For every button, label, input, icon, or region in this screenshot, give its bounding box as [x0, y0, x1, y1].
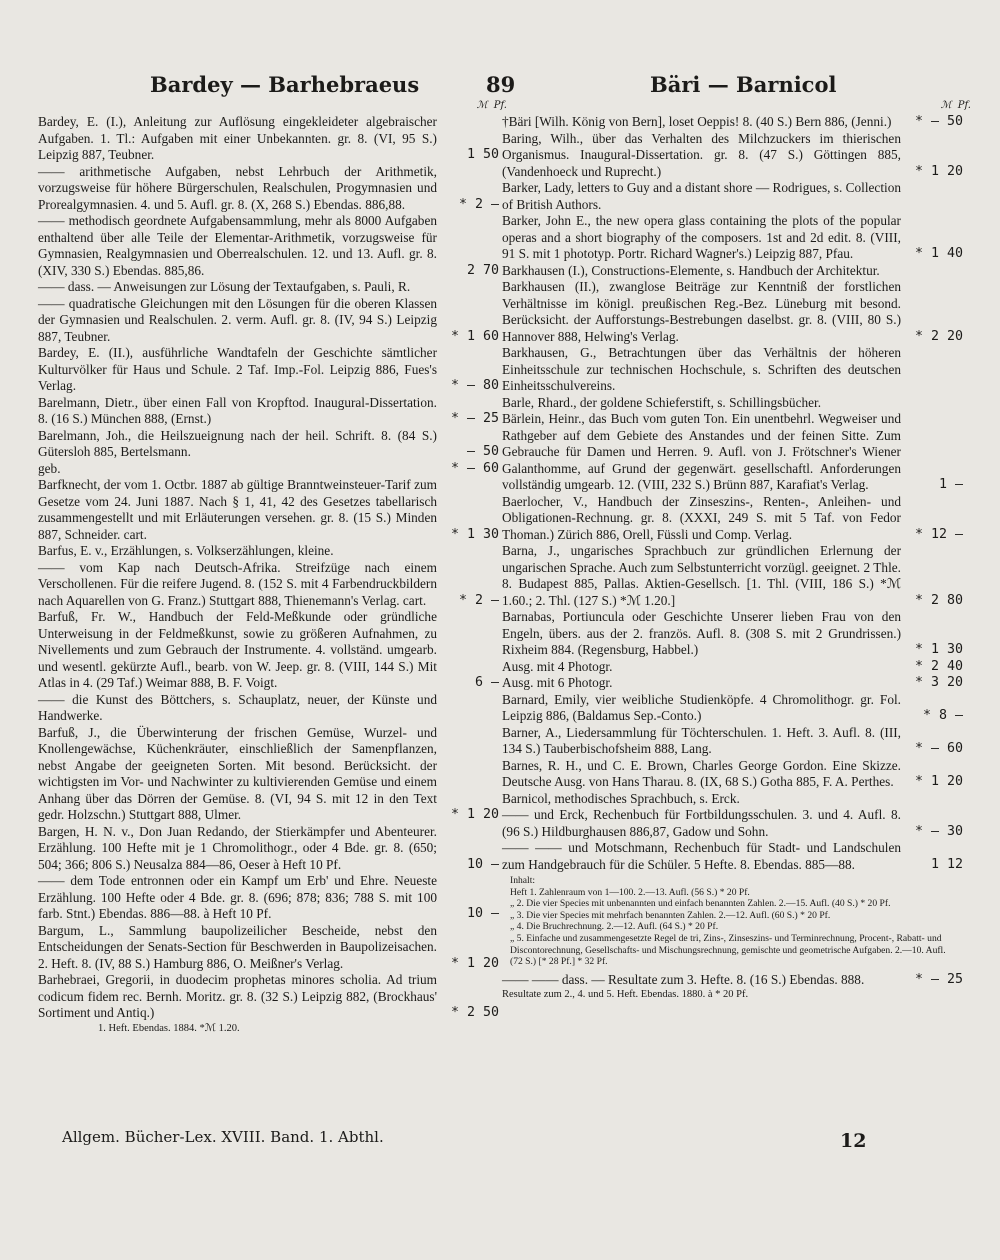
contents-list: Inhalt: Heft 1. Zahlenraum von 1—100. 2.—13. Aufl. (56 S.) * 20 Pf. „ 2. Die vier Species mit unbenannten und einfach benannten Zahlen. 2.—15. Aufl. (40 S.) * 20 Pf. „ 3. Die vier Species mit mehrfach benannten Zahlen. 2.—12. Aufl. (60 S.) * 20 Pf. „ 4. Die Bruchrechnung. 2.—12. Aufl. (64 S.) * 20 Pf. „ 5. Einfache und zusammengesetzte Regel de tri, Zins-, Zinseszins- und Terminrechnung, Procent-, Rabatt- und Discontorechnung, Gesellschafts- und Mischungsrechnung, gemischte und geometrische Aufgaben. 2.—10. Aufl. (72 S.) [* 28 Pf.] * 32 Pf.	[510, 875, 946, 968]
entry-text: geb.	[38, 460, 61, 476]
entry-text: Barhebraei, Gregorii, in duodecim prophetas minores scholia. Ad trium codicum fidem rec. Bernh. Moritz. gr. 8. (32 S.) Leipzig 882, (Brockhaus' Sortiment und Antiq.)	[38, 972, 437, 1020]
entry-text: Barker, John E., the new opera glass containing the plots of the popular operas and a short biography of the composers. 1st and 2d edit. 8. (VIII, 91 S. mit 1 phototyp. Portr. Richard Wagner's.) Leipzig 887, Pfau.	[502, 213, 901, 261]
entry-price: * 1 20	[914, 163, 963, 179]
entry-price: 2 70	[466, 262, 499, 278]
bibliography-entry	[502, 757, 963, 791]
entry-text: Barkhausen (II.), zwanglose Beiträge zur Kenntniß der forstlichen Verhältnisse im königl. preußischen Reg.-Bez. Lüneburg mit besond. Berücksicht. der Aufforstungs-Bestrebungen daselbst. gr. 8. (VIII, 80 S.) Hannover 888, Helwing's Verlag.	[502, 279, 901, 344]
entry-price: * 1 20	[914, 774, 963, 789]
bibliography-entry	[38, 922, 499, 973]
bibliography-entry	[38, 345, 499, 395]
bibliography-entry	[38, 823, 499, 874]
entry-text: Ausg. mit 6 Photogr.	[502, 675, 613, 690]
bibliography-entry	[38, 460, 499, 478]
bibliography-entry	[38, 873, 499, 923]
left-footnote: 1. Heft. Ebendas. 1884. *ℳ 1.20.	[98, 1022, 240, 1034]
entry-price: * — 30	[914, 823, 963, 839]
bibliography-entry	[502, 791, 957, 808]
entry-price: * 1 30	[450, 526, 499, 542]
entry-text: —— quadratische Gleichungen mit den Lösungen für die oberen Klassen der Gymnasien und Realschulen. 2. verm. Aufl. gr. 8. (IV, 94 S.) Leipzig 887, Teubner.	[38, 295, 437, 344]
entry-text: †Bäri [Wilh. König von Bern], loset Oeppis! 8. (40 S.) Bern 886, (Jenni.)	[502, 114, 892, 129]
entry-price: 10 —	[466, 906, 499, 921]
running-head-right: Bäri — Barnicol	[650, 72, 837, 97]
bibliography-entry	[502, 543, 963, 609]
entry-price: * 12 —	[914, 526, 963, 542]
bibliography-entry	[502, 691, 963, 725]
bibliography-entry	[502, 971, 963, 989]
bibliography-entry	[38, 394, 499, 428]
right-entries	[502, 114, 963, 873]
bibliography-entry	[502, 807, 963, 840]
bibliography-entry	[502, 213, 963, 263]
entry-text: Barfknecht, der vom 1. Octbr. 1887 ab gültige Branntweinsteuer-Tarif zum Gesetze vom 24. Juni 1887. Nach § 1, 41, 42 des Gesetzes tabellarisch zusammengestellt und mit Erläuterungen versehen. gr. 8. (15 S.) Minden 887, Schneider. cart.	[38, 477, 437, 542]
bibliography-entry	[38, 724, 499, 824]
entry-text: Barker, Lady, letters to Guy and a distant shore — Rodrigues, s. Collection of British Authors.	[502, 180, 901, 212]
bibliography-entry	[38, 295, 499, 346]
entry-price: * 2 20	[914, 328, 963, 344]
bibliography-entry	[502, 114, 963, 131]
entry-price: * 2 50	[450, 1005, 499, 1020]
entry-text: Barfus, E. v., Erzählungen, s. Volkserzählungen, kleine.	[38, 543, 334, 558]
entry-price: * 1 20	[450, 955, 499, 971]
bibliography-entry	[38, 543, 493, 560]
left-entries	[38, 114, 499, 1022]
entry-text: Barelmann, Dietr., über einen Fall von Kropftod. Inaugural-Dissertation. 8. (16 S.) München 888, (Ernst.)	[38, 394, 437, 426]
entry-price: — 50	[466, 444, 499, 459]
entry-text: —— und Erck, Rechenbuch für Fortbildungsschulen. 3. und 4. Aufl. 8. (96 S.) Hildburghausen 886,87, Gadow und Sohn.	[502, 807, 901, 839]
entry-price: * — 50	[914, 114, 963, 129]
entry-text: Barnes, R. H., und C. E. Brown, Charles George Gordon. Eine Skizze. Deutsche Ausg. von Hans Tharau. 8. (IX, 68 S.) Gotha 885, F. A. Perthes.	[502, 757, 901, 789]
entry-price: * 2 —	[458, 196, 499, 212]
entry-text: Bardey, E. (II.), ausführliche Wandtafeln der Geschichte sämtlicher Kulturvölker für Haus und Schule. 2 Taf. Imp.-Fol. Leipzig 886, Fues's Verlag.	[38, 345, 437, 393]
entry-price: * 1 30	[914, 642, 963, 657]
running-head-left: Bardey — Barhebraeus	[150, 72, 420, 97]
entry-price: * 1 60	[450, 328, 499, 344]
entry-text: —— dass. — Anweisungen zur Lösung der Textaufgaben, s. Pauli, R.	[38, 279, 411, 294]
entry-text: —— die Kunst des Böttchers, s. Schauplatz, neuer, der Künste und Handwerke.	[38, 691, 437, 723]
bibliography-entry	[38, 609, 499, 692]
bibliography-entry	[502, 493, 963, 544]
entry-text: Barelmann, Joh., die Heilszueignung nach der heil. Schrift. 8. (84 S.) Gütersloh 885, Bertelsmann.	[38, 427, 437, 459]
bibliography-entry	[38, 163, 499, 214]
entry-text: Barkhausen (I.), Constructions-Elemente, s. Handbuch der Architektur.	[502, 262, 880, 278]
bibliography-entry	[502, 675, 963, 692]
entry-text: Barkhausen, G., Betrachtungen über das Verhältnis der höheren Einheitsschule zur technischen Hochschule, s. Schriften des deutschen Einheitsschulvereins.	[502, 345, 901, 393]
entry-price: * 1 40	[914, 246, 963, 261]
entry-price: 1 —	[938, 477, 963, 492]
entry-price: 10 —	[466, 856, 499, 872]
entry-text: —— —— und Motschmann, Rechenbuch für Stadt- und Landschulen zum Handgebrauch für die Schüler. 5 Hefte. 8. Ebendas. 885—88.	[502, 840, 901, 872]
bibliography-entry	[38, 427, 499, 461]
entry-text: —— —— dass. — Resultate zum 3. Hefte. 8. (16 S.) Ebendas. 888.	[502, 971, 865, 987]
right-footnote: Resultate zum 2., 4. und 5. Heft. Ebendas. 1880. à * 20 Pf.	[502, 989, 749, 1001]
entry-price: * 3 20	[914, 675, 963, 690]
bibliography-entry	[502, 345, 957, 395]
bibliography-entry	[502, 724, 963, 758]
sheet-number: 12	[840, 1130, 867, 1152]
bibliography-entry	[502, 395, 957, 412]
entry-price: * — 25	[914, 971, 963, 987]
entry-text: Baerlocher, V., Handbuch der Zinseszins-, Renten-, Anleihen- und Obligationen-Rechnung. gr. 8. (XXXI, 249 S. mit 5 Taf. von Fedor Thoman.) Zürich 886, Orell, Füssli und Comp. Verlag.	[502, 493, 901, 542]
bibliography-entry	[502, 279, 963, 345]
entry-text: —— methodisch geordnete Aufgabensammlung, mehr als 8000 Aufgaben enthaltend über alle Teile der Elementar-Arithmetik, vorzugsweise für Gymnasien, Realgymnasien und Oberrealschulen. 12. und 13. Aufl. gr. 8. (XIV, 330 S.) Ebendas. 885,86.	[38, 213, 437, 278]
bibliography-entry	[38, 279, 493, 296]
footer-signature: Allgem. Bücher-Lex. XVIII. Band. 1. Abthl.	[62, 1128, 384, 1146]
entry-text: Barna, J., ungarisches Sprachbuch zur gründlichen Erlernung der ungarischen Sprache. Auch zum Selbstunterricht vorzügl. geeignet. 2 Thle. 8. Budapest 885, Pallas. Aktien-Gesellsch. [1. Thl. (VIII, 186 S.) *ℳ 1.60.; 2. Thl. (127 S.) *ℳ 1.20.]	[502, 543, 901, 608]
price-column-header: ℳ Pf.	[940, 100, 971, 111]
right-column	[502, 100, 971, 1001]
entry-text: Barnabas, Portiuncula oder Geschichte Unserer lieben Frau von den Engeln, übers. aus der 2. französ. Aufl. 8. (308 S. mit 2 Grundrissen.) Rixheim 884. (Regensburg, Habbel.)	[502, 609, 901, 657]
bibliography-entry	[38, 477, 499, 543]
bibliography-entry	[502, 658, 963, 676]
page-number: 89	[486, 72, 516, 97]
entry-text: Bargum, L., Sammlung baupolizeilicher Bescheide, nebst den Entscheidungen der Senats-Section für Beschwerden in Baupolizeisachen. 2. Heft. 8. (IV, 88 S.) Hamburg 886, O. Meißner's Verlag.	[38, 922, 437, 971]
entry-text: Barfuß, Fr. W., Handbuch der Feld-Meßkunde oder gründliche Unterweisung in der Feldmeßkunst, sowie zu größeren Aufnahmen, zu Nivellements und zum Gebrauch der Instrumente. 4. vollständ. umgearb. und wesentl. gekürzte Aufl., bearb. von W. Jeep. gr. 8. (VIII, 144 S.) Mit Atlas in 4. (29 Taf.) Weimar 888, B. F. Voigt.	[38, 609, 437, 690]
entry-price: * — 25	[450, 411, 499, 426]
entry-price: * — 80	[450, 378, 499, 393]
entry-text: Bargen, H. N. v., Don Juan Redando, der Stierkämpfer und Abenteurer. Erzählung. 100 Hefte mit je 1 Chromolithogr., oder 4 Bde. gr. 8. (650; 504; 366; 806 S.) Neusalza 884—86, Oeser à Heft 10 Pf.	[38, 823, 437, 872]
entry-text: Ausg. mit 4 Photogr.	[502, 658, 613, 674]
bibliography-entry	[38, 213, 499, 279]
entry-price: 1 50	[466, 147, 499, 162]
entry-price: * 2 80	[914, 592, 963, 608]
entry-text: Barle, Rhard., der goldene Schieferstift, s. Schillingsbücher.	[502, 394, 822, 410]
bibliography-entry	[38, 114, 499, 164]
bibliography-entry	[38, 559, 499, 610]
bibliography-entry	[502, 411, 963, 494]
price-column-header: ℳ Pf.	[476, 100, 507, 111]
bibliography-entry	[502, 609, 963, 659]
entry-price: * — 60	[450, 460, 499, 476]
entry-price: * 8 —	[922, 708, 963, 723]
entry-price: 6 —	[474, 675, 499, 690]
entry-price: 1 12	[930, 856, 963, 872]
entry-price: * — 60	[914, 741, 963, 756]
bibliography-entry	[502, 263, 957, 280]
entry-text: Barfuß, J., die Überwinterung der frischen Gemüse, Wurzel- und Knollengewächse, Küchenkräuter, einschließlich der Samenpflanzen, nebst Angabe der geeigneten Sorten. Mit besond. Berücksicht. der wichtigsten im Vor- und Nachwinter zu kultivierenden Gemüse und einem Anhang über das Dörren der Gemüse. 8. (VI, 94 S. mit 12 in den Text gedr. Holzschn.) Stuttgart 888, Ulmer.	[38, 724, 437, 822]
entry-text: Barnard, Emily, vier weibliche Studienköpfe. 4 Chromolithogr. gr. Fol. Leipzig 886, (Baldamus Sep.-Conto.)	[502, 691, 901, 723]
entry-text: Barnicol, methodisches Sprachbuch, s. Erck.	[502, 790, 740, 806]
entry-text: Bärlein, Heinr., das Buch vom guten Ton. Ein unentbehrl. Wegweiser und Rathgeber auf dem Gebiete des Anstandes und der feinen Sitte. Zum Gebrauche für Damen und Herren. 9. Aufl. von J. Frötschner's Wiener Galanthomme, auf Grund der gegenwärt. gesellschaftl. Anforderungen vollständig umgearb. 12. (VIII, 232 S.) Brünn 887, Karafiat's Verlag.	[502, 411, 901, 492]
left-column	[38, 100, 507, 1035]
bibliography-entry	[502, 180, 957, 213]
bibliography-entry	[38, 692, 493, 725]
bibliography-entry	[38, 972, 499, 1022]
entry-text: Barner, A., Liedersammlung für Töchterschulen. 1. Heft. 3. Aufl. 8. (III, 134 S.) Tauberbischofsheim 888, Lang.	[502, 724, 901, 756]
entry-text: —— arithmetische Aufgaben, nebst Lehrbuch der Arithmetik, vorzugsweise für höhere Bürgerschulen, Realschulen, Progymnasien und Prorealgymnasien. 4. und 5. Aufl. gr. 8. (X, 268 S.) Ebendas. 886,88.	[38, 163, 437, 212]
entry-price: * 2 40	[914, 658, 963, 674]
bibliography-entry	[502, 840, 963, 873]
entry-text: Baring, Wilh., über das Verhalten des Milchzuckers im thierischen Organismus. Inaugural-Dissertation. gr. 8. (47 S.) Göttingen 885, (Vandenhoeck und Ruprecht.)	[502, 130, 901, 179]
entry-price: * 1 20	[450, 807, 499, 822]
entry-price: * 2 —	[458, 592, 499, 608]
bibliography-entry	[502, 130, 963, 181]
entry-text: —— dem Tode entronnen oder ein Kampf um Erb' und Ehre. Neueste Erzählung. 100 Hefte oder 4 Bde. gr. 8. (696; 878; 836; 788 S. mit 100 farb. Stnt.) Ebendas. 886—88. à Heft 10 Pf.	[38, 873, 437, 921]
entry-text: Bardey, E. (I.), Anleitung zur Auflösung eingekleideter algebraischer Aufgaben. 1. Tl.: Aufgaben mit einer Unbekannten. gr. 8. (VI, 95 S.) Leipzig 887, Teubner.	[38, 114, 437, 162]
entry-text: —— vom Kap nach Deutsch-Afrika. Streifzüge nach einem Verschollenen. Für die reifere Jugend. 8. (152 S. mit 4 Farbendruckbildern nach Aquarellen von G. Franz.) Stuttgart 888, Thienemann's Verlag. cart.	[38, 559, 437, 608]
